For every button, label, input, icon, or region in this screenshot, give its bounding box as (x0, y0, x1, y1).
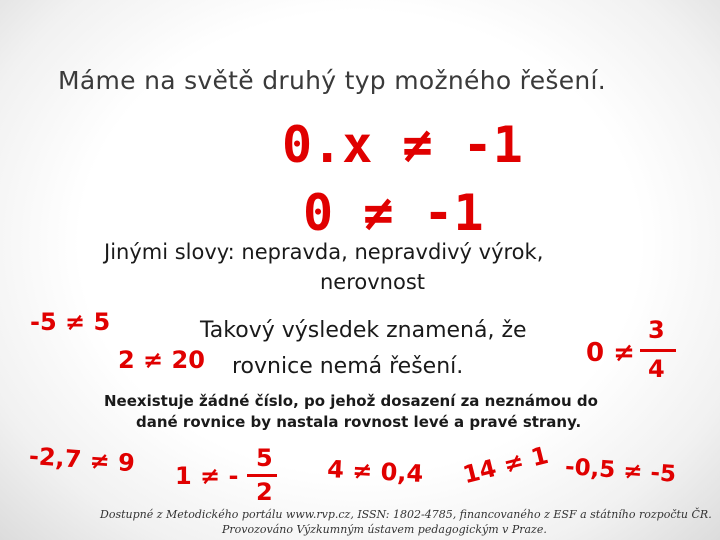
equation-2: 0 ≠ -1 (303, 184, 484, 242)
example-2: 2 ≠ 20 (118, 346, 205, 374)
example-6: 4 ≠ 0,4 (326, 455, 424, 488)
footer-line-2: Provozováno Výzkumným ústavem pedagogickým v Praze. (222, 523, 547, 536)
example-5-numerator: 5 (256, 444, 273, 472)
example-4: -2,7 ≠ 9 (28, 442, 136, 478)
note-line-1: Neexistuje žádné číslo, po jehož dosazení za neznámou do (104, 392, 598, 410)
example-8: -0,5 ≠ -5 (564, 454, 677, 488)
example-3-numerator: 3 (648, 316, 665, 344)
footer-line-1: Dostupné z Metodického portálu www.rvp.cz, ISSN: 1802-4785, financovaného z ESF a státního rozpočtu ČR. (100, 508, 712, 521)
example-7: 14 ≠ 1 (460, 440, 552, 490)
explanation-line-2: nerovnost (320, 270, 426, 294)
example-1: -5 ≠ 5 (30, 308, 111, 336)
example-5-left: 1 ≠ - (175, 462, 239, 490)
example-3-denominator: 4 (648, 355, 665, 383)
result-line-2: rovnice nemá řešení. (232, 354, 464, 379)
equation-1: 0.x ≠ -1 (282, 116, 523, 174)
example-5-denominator: 2 (256, 478, 273, 506)
explanation-line-1: Jinými slovy: nepravda, nepravdivý výrok, (104, 240, 544, 264)
example-5-fraction-bar (247, 474, 277, 477)
slide-title: Máme na světě druhý typ možného řešení. (58, 66, 607, 95)
example-3-fraction-bar (640, 349, 676, 352)
result-line-1: Takový výsledek znamená, že (200, 318, 527, 343)
example-3-left: 0 ≠ (586, 338, 635, 368)
note-line-2: dané rovnice by nastala rovnost levé a pravé strany. (136, 413, 582, 431)
